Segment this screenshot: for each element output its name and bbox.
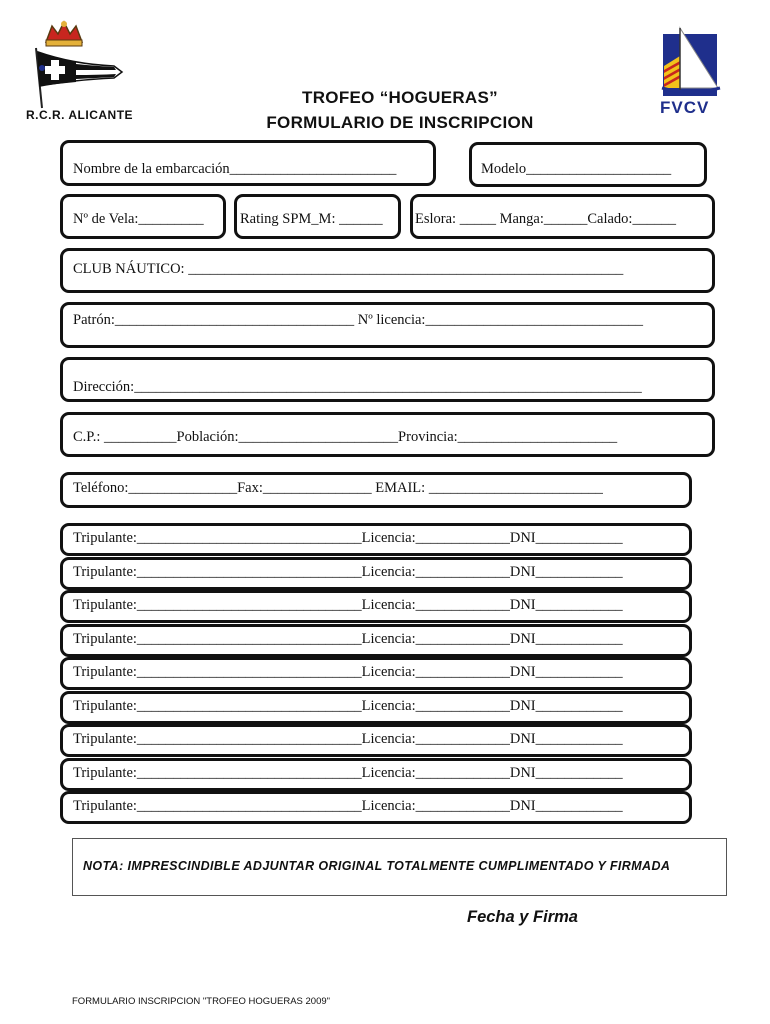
sail-number-field: Nº de Vela:_________ (73, 211, 204, 227)
crew-row-field: Tripulante:_______________________________Licencia:_____________DNI____________ (73, 631, 623, 647)
crew-row-field: Tripulante:_______________________________Licencia:_____________DNI____________ (73, 530, 623, 546)
crew-row-field: Tripulante:_______________________________Licencia:_____________DNI____________ (73, 664, 623, 680)
boat-name-field: Nombre de la embarcación_______________________ (73, 161, 397, 177)
dimensions-field: Eslora: _____ Manga:______Calado:______ (415, 211, 676, 227)
skipper-field: Patrón:_________________________________ Nº licencia:______________________________ (73, 312, 643, 328)
rating-field: Rating SPM_M: ______ (240, 211, 383, 227)
crew-row-field: Tripulante:_______________________________Licencia:_____________DNI____________ (73, 798, 623, 814)
form-title-line2: FORMULARIO DE INSCRIPCION (266, 113, 534, 132)
form-title-line1: TROFEO “HOGUERAS” (302, 88, 498, 107)
postal-field: C.P.: __________Población:______________________Provincia:______________________ (73, 429, 618, 445)
contact-field: Teléfono:_______________Fax:_______________ EMAIL: ________________________ (73, 480, 603, 496)
note-box (72, 838, 727, 896)
signature-label: Fecha y Firma (467, 908, 578, 926)
address-field: Dirección:______________________________________________________________________ (73, 379, 642, 395)
crew-row-field: Tripulante:_______________________________Licencia:_____________DNI____________ (73, 698, 623, 714)
club-field: CLUB NÁUTICO: ____________________________________________________________ (73, 261, 624, 277)
model-field: Modelo____________________ (481, 161, 672, 177)
crew-row-field: Tripulante:_______________________________Licencia:_____________DNI____________ (73, 731, 623, 747)
club-logo (22, 20, 142, 125)
crew-row-field: Tripulante:_______________________________Licencia:_____________DNI____________ (73, 765, 623, 781)
note-text: NOTA: IMPRESCINDIBLE ADJUNTAR ORIGINAL TOTALMENTE CUMPLIMENTADO Y FIRMADA (83, 859, 671, 873)
federation-logo (660, 26, 728, 126)
club-logo-text: R.C.R. ALICANTE (26, 108, 134, 122)
crew-row-field: Tripulante:_______________________________Licencia:_____________DNI____________ (73, 564, 623, 580)
page-footer: FORMULARIO INSCRIPCION "TROFEO HOGUERAS 2009" (72, 996, 331, 1007)
crew-row-field: Tripulante:_______________________________Licencia:_____________DNI____________ (73, 597, 623, 613)
federation-logo-text: FVCV (660, 98, 710, 117)
